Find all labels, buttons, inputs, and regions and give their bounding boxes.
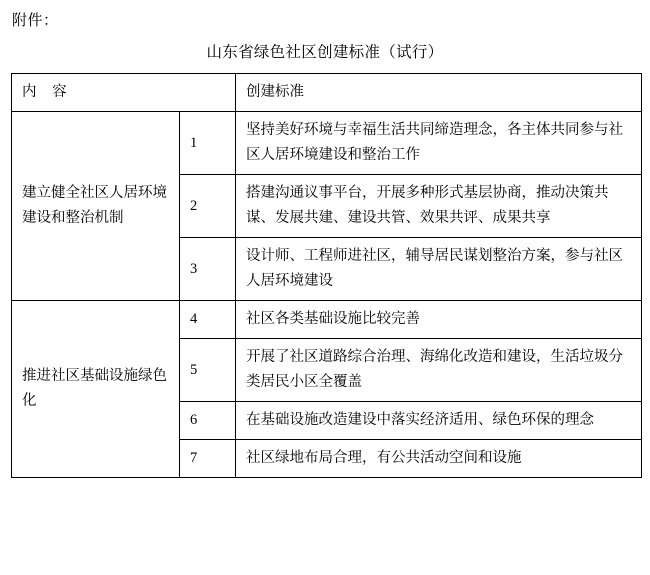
table-header-row bbox=[12, 74, 642, 112]
header-cell-standard bbox=[236, 74, 642, 112]
row-text: 搭建沟通议事平台，开展多种形式基层协商，推动决策共谋、发展共建、建设共管、效果共评、成果共享 bbox=[236, 175, 642, 238]
header-cell-content bbox=[12, 74, 236, 112]
standards-table bbox=[11, 73, 642, 478]
row-text: 社区绿地布局合理，有公共活动空间和设施 bbox=[236, 440, 642, 478]
row-text: 坚持美好环境与幸福生活共同缔造理念，各主体共同参与社区人居环境建设和整治工作 bbox=[236, 112, 642, 175]
header-label-content: 内 容 bbox=[22, 84, 73, 100]
table-row bbox=[12, 112, 642, 175]
row-number: 2 bbox=[180, 175, 236, 238]
row-number: 6 bbox=[180, 402, 236, 440]
row-number: 7 bbox=[180, 440, 236, 478]
table-row bbox=[12, 301, 642, 339]
row-text: 设计师、工程师进社区，辅导居民谋划整治方案，参与社区人居环境建设 bbox=[236, 238, 642, 301]
row-number: 5 bbox=[180, 339, 236, 402]
category-cell: 建立健全社区人居环境建设和整治机制 bbox=[12, 112, 180, 301]
row-number: 3 bbox=[180, 238, 236, 301]
row-text: 在基础设施改造建设中落实经济适用、绿色环保的理念 bbox=[236, 402, 642, 440]
row-number: 1 bbox=[180, 112, 236, 175]
row-text: 开展了社区道路综合治理、海绵化改造和建设，生活垃圾分类居民小区全覆盖 bbox=[236, 339, 642, 402]
page-title: 山东省绿色社区创建标准（试行） bbox=[206, 44, 444, 61]
header-label-standard: 创建标准 bbox=[246, 84, 304, 100]
attachment-label: 附件： bbox=[12, 13, 59, 29]
row-number: 4 bbox=[180, 301, 236, 339]
row-text: 社区各类基础设施比较完善 bbox=[236, 301, 642, 339]
category-cell: 推进社区基础设施绿色化 bbox=[12, 301, 180, 478]
